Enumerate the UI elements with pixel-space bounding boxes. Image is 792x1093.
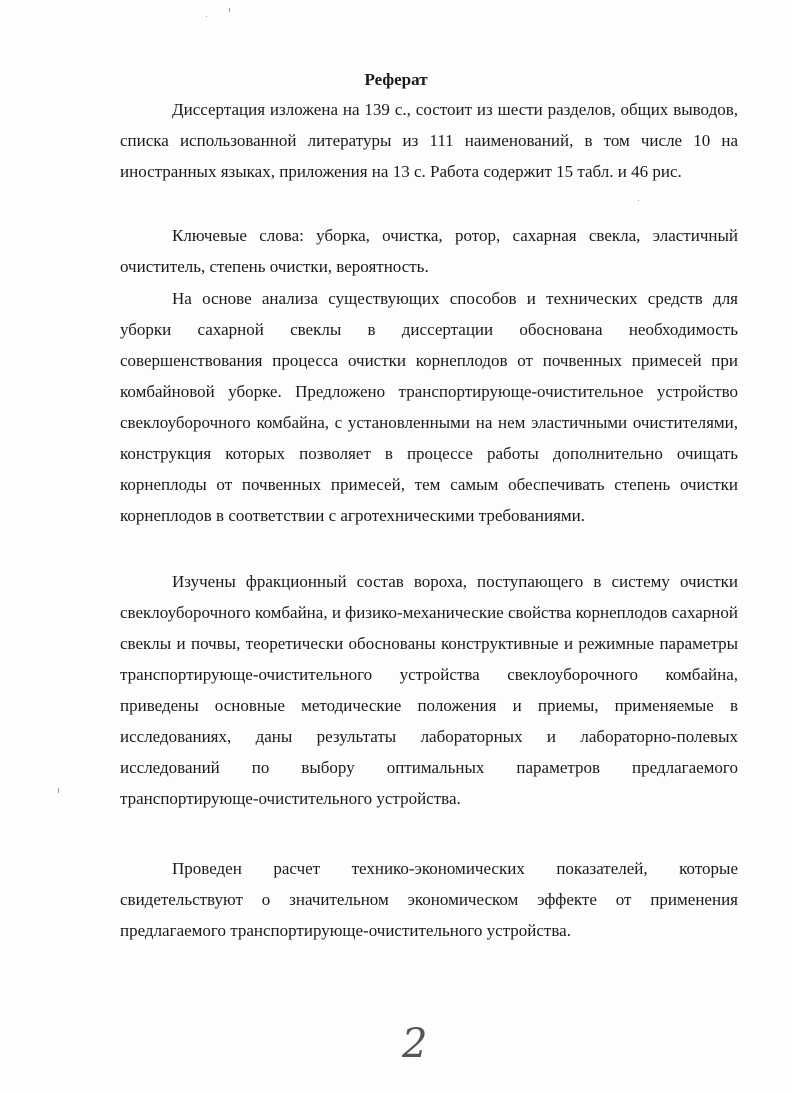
scan-speck — [638, 200, 639, 201]
paragraph-keywords: Ключевые слова: уборка, очистка, ротор, сахарная свекла, эластичный очиститель, степень очистки, вероятность. — [120, 226, 738, 276]
scan-speck — [206, 16, 207, 17]
paragraph-economics: Проведен расчет технико-экономических показателей, которые свидетельствуют о значительном экономическом эффекте от применения предлагаемого транспортирующе-очистительного устройства. — [120, 859, 738, 940]
paragraph-basis: На основе анализа существующих способов и технических средств для уборки сахарной свеклы в диссертации обоснована необходимость совершенствования процесса очистки корнеплодов от почвенных примесей при комбайновой уборке. Предложено транспортирующе-очистительное устройство свеклоуборочного комбайна, с установленными на нем эластичными очистителями, конструкция которых позволяет в процессе работы дополнительно очищать корнеплоды от почвенных примесей, тем самым обеспечивать степень очистки корнеплодов в соответствии с агротехническими требованиями. — [120, 289, 738, 525]
scan-speck — [58, 788, 59, 793]
paragraph-studies: Изучены фракционный состав вороха, поступающего в систему очистки свеклоуборочного комбайна, и физико-механические свойства корнеплодов сахарной свеклы и почвы, теоретически обоснованы конструктивные и режимные параметры транспортирующе-очистительного устройства свеклоуборочного комбайна, приведены основные методические положения и приемы, применяемые в исследованиях, даны результаты лабораторных и лабораторно-полевых исследований по выбору оптимальных параметров предлагаемого транспортирующе-очистительного устройства. — [120, 572, 738, 808]
page-number: 2 — [402, 1021, 428, 1067]
scan-speck — [229, 8, 230, 12]
document-title: Реферат — [364, 70, 428, 89]
paragraph-summary: Диссертация изложена на 139 с., состоит из шести разделов, общих выводов, списка использованной литературы из 111 наименований, в том числе 10 на иностранных языках, приложения на 13 с. Работа содержит 15 табл. и 46 рис. — [120, 100, 738, 181]
